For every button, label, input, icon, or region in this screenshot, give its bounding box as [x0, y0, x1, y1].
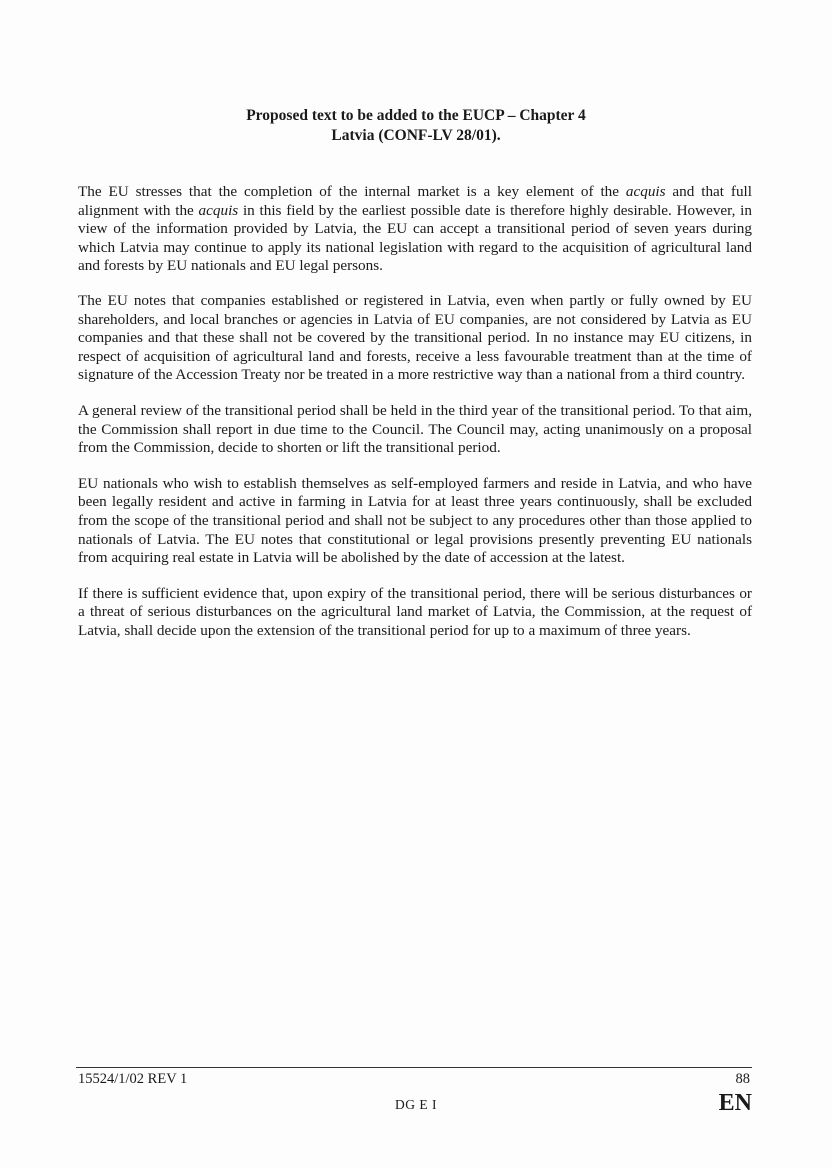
paragraph-5: If there is sufficient evidence that, upon expiry of the transitional period, there will be serious disturbances or a threat of serious disturbances on the agricultural land market of Latvia, the Commission, at the request of Latvia, shall decide upon the extension of the transitional period for up to a maximum of three years. [78, 584, 752, 639]
footer-document-reference: 15524/1/02 REV 1 [78, 1071, 188, 1087]
footer-page-number: 88 [735, 1071, 750, 1087]
footer-directorate: DG E I [395, 1097, 437, 1112]
paragraph-3: A general review of the transitional period shall be held in the third year of the transitional period. To that aim, the Commission shall report in due time to the Council. The Council may, acting unanimously on a proposal from the Commission, decide to shorten or lift the transitional period. [78, 401, 752, 457]
footer-language-code: EN [718, 1090, 752, 1116]
document-title [0, 106, 832, 146]
title-line-1: Proposed text to be added to the EUCP – Chapter 4 [246, 107, 586, 124]
title-line-2: Latvia (CONF-LV 28/01). [331, 127, 501, 144]
paragraph-2: The EU notes that companies established or registered in Latvia, even when partly or fully owned by EU shareholders, and local branches or agencies in Latvia of EU companies, are not considered by Latvia as EU companies and that these shall not be covered by the transitional period. In no instance may EU citizens, in respect of acquisition of agricultural land and forests, receive a less favourable treatment than at the time of signature of the Accession Treaty nor be treated in a more restrictive way than a national from a third country. [78, 291, 752, 384]
paragraph-1-text-e: in this field by the earliest possible date is therefore highly desirable. However, in view of the information provided by Latvia, the EU can accept a transitional period of seven years during which Latvia may continue to apply its national legislation with regard to the acquisition of agricultural land and forests by EU nationals and EU legal persons. [78, 201, 752, 275]
paragraph-4: EU nationals who wish to establish themselves as self-employed farmers and reside in Latvia, and who have been legally resident and active in farming in Latvia for at least three years continuously, shall be excluded from the scope of the transitional period and shall not be subject to any procedures other than those applied to nationals of Latvia. The EU notes that constitutional or legal provisions presently preventing EU nationals from acquiring real estate in Latvia will be abolished by the date of accession at the latest. [78, 474, 752, 567]
paragraph-1-text-c: and that full alignment with the [78, 183, 752, 219]
paragraph-1-italic-acquis-2: acquis [198, 201, 239, 219]
paragraph-1 [78, 183, 752, 276]
document-body [78, 183, 752, 657]
footer-divider [76, 1067, 752, 1068]
paragraph-1-text-a: The EU stresses that the completion of the internal market is a key element of the [78, 183, 626, 200]
paragraph-1-italic-acquis-1: acquis [625, 183, 666, 200]
